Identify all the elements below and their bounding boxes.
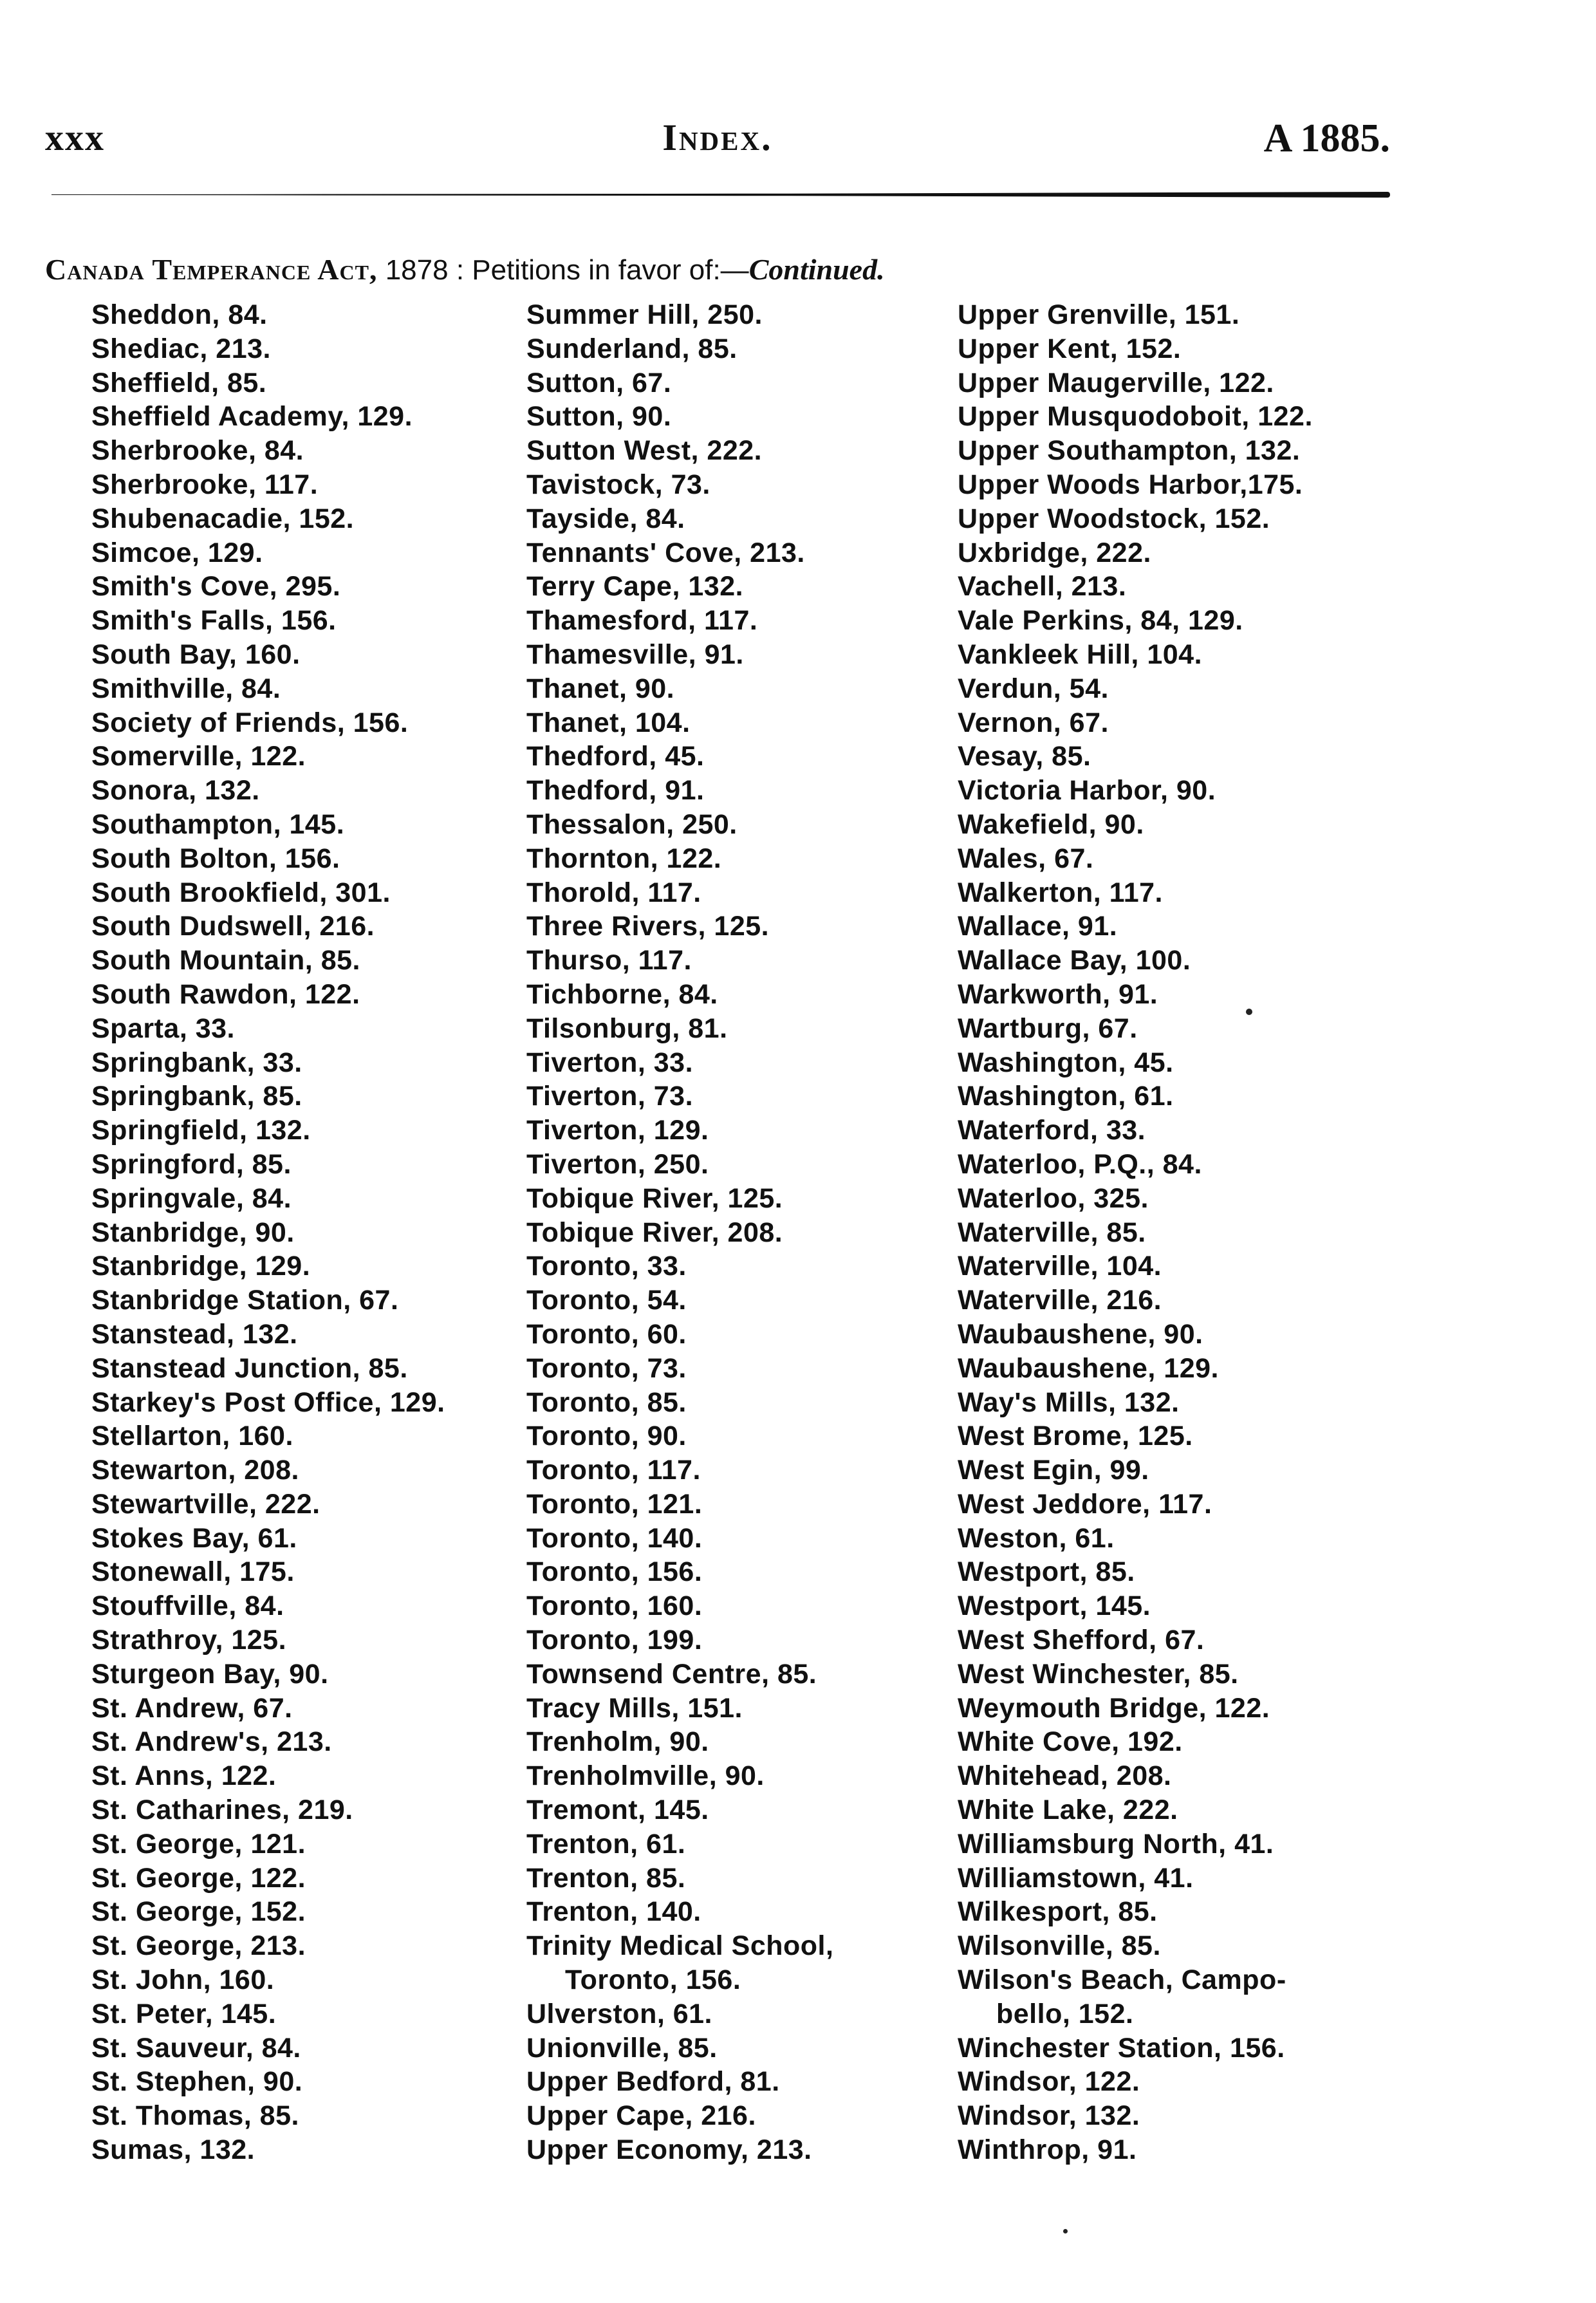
index-entry: Waterford, 33. bbox=[958, 1115, 1146, 1146]
index-entry: Terry Cape, 132. bbox=[526, 571, 744, 602]
index-entry: Toronto, 33. bbox=[526, 1251, 687, 1282]
index-entry: Tiverton, 129. bbox=[526, 1115, 709, 1146]
index-entry: Toronto, 156. bbox=[565, 1964, 741, 1996]
index-entry: Vernon, 67. bbox=[958, 707, 1109, 738]
index-entry: Summer Hill, 250. bbox=[526, 299, 763, 330]
index-entry: Toronto, 121. bbox=[526, 1488, 703, 1520]
index-entry: South Brookfield, 301. bbox=[91, 877, 391, 908]
index-entry: Victoria Harbor, 90. bbox=[958, 775, 1216, 807]
index-entry: Waubaushene, 90. bbox=[958, 1318, 1203, 1350]
index-entry: Stanstead Junction, 85. bbox=[91, 1352, 408, 1384]
index-entry: Springfield, 132. bbox=[91, 1115, 311, 1146]
index-entry: Upper Woods Harbor,175. bbox=[958, 469, 1303, 500]
index-entry: Walkerton, 117. bbox=[958, 877, 1163, 908]
index-entry: Williamstown, 41. bbox=[958, 1862, 1194, 1894]
index-entry: Tiverton, 33. bbox=[526, 1047, 694, 1078]
index-entry: Tiverton, 250. bbox=[526, 1148, 709, 1180]
index-entry: Waterloo, 325. bbox=[958, 1182, 1149, 1214]
index-entry: Tremont, 145. bbox=[526, 1795, 709, 1826]
index-entry: Society of Friends, 156. bbox=[91, 707, 409, 738]
index-entry: Sutton, 90. bbox=[526, 401, 672, 433]
index-entry: Upper Grenville, 151. bbox=[958, 299, 1240, 330]
index-entry: Stokes Bay, 61. bbox=[91, 1522, 297, 1554]
index-entry: Sparta, 33. bbox=[91, 1012, 235, 1044]
index-entry: West Winchester, 85. bbox=[958, 1658, 1239, 1690]
index-entry: Stanbridge, 90. bbox=[91, 1217, 295, 1248]
year-label: A 1885. bbox=[1263, 117, 1390, 160]
index-entry: West Shefford, 67. bbox=[958, 1625, 1205, 1656]
index-entry: Stanbridge, 129. bbox=[91, 1251, 311, 1282]
index-entry: Stouffville, 84. bbox=[91, 1590, 284, 1622]
index-entry: Tilsonburg, 81. bbox=[526, 1012, 728, 1044]
index-entry: Thornton, 122. bbox=[526, 843, 722, 874]
index-entry: Toronto, 117. bbox=[526, 1455, 701, 1486]
index-entry: Upper Bedford, 81. bbox=[526, 2066, 780, 2098]
index-entry: Vachell, 213. bbox=[958, 571, 1127, 602]
index-entry: West Brome, 125. bbox=[958, 1421, 1193, 1452]
index-entry: St. Sauveur, 84. bbox=[91, 2032, 301, 2064]
index-entry: Toronto, 54. bbox=[526, 1285, 687, 1316]
section-heading bbox=[45, 252, 885, 286]
header-rule bbox=[51, 192, 1390, 198]
index-entry: Toronto, 140. bbox=[526, 1522, 703, 1554]
index-entry: Sheffield, 85. bbox=[91, 367, 267, 398]
index-entry: Wartburg, 67. bbox=[958, 1012, 1138, 1044]
index-entry: Weymouth Bridge, 122. bbox=[958, 1692, 1270, 1724]
index-entry: Unionville, 85. bbox=[526, 2032, 718, 2064]
index-entry: Thedford, 45. bbox=[526, 741, 705, 772]
index-entry: St. Stephen, 90. bbox=[91, 2066, 303, 2098]
index-entry: Upper Economy, 213. bbox=[526, 2134, 812, 2166]
index-entry: Springbank, 85. bbox=[91, 1081, 302, 1112]
index-entry: Upper Kent, 152. bbox=[958, 333, 1182, 364]
index-entry: Way's Mills, 132. bbox=[958, 1386, 1180, 1418]
index-entry: Upper Cape, 216. bbox=[526, 2100, 756, 2132]
section-label: 1878 : Petitions in favor of:— bbox=[377, 254, 749, 286]
index-entry: Tavistock, 73. bbox=[526, 469, 710, 500]
index-entry: Upper Maugerville, 122. bbox=[958, 367, 1274, 398]
index-entry: St. George, 152. bbox=[91, 1896, 306, 1928]
index-entry: Springvale, 84. bbox=[91, 1182, 292, 1214]
index-entry: Waterville, 216. bbox=[958, 1285, 1162, 1316]
index-entry: South Rawdon, 122. bbox=[91, 978, 360, 1010]
index-entry: Wales, 67. bbox=[958, 843, 1094, 874]
index-entry: St. Catharines, 219. bbox=[91, 1795, 353, 1826]
section-continued: Continued. bbox=[748, 253, 885, 286]
index-entry: Shubenacadie, 152. bbox=[91, 503, 355, 534]
index-entry: Thurso, 117. bbox=[526, 945, 692, 976]
index-entry: Sonora, 132. bbox=[91, 775, 260, 807]
index-entry: Shediac, 213. bbox=[91, 333, 271, 364]
index-entry: Westport, 145. bbox=[958, 1590, 1151, 1622]
index-entry: Toronto, 90. bbox=[526, 1421, 687, 1452]
index-entry: Simcoe, 129. bbox=[91, 537, 263, 568]
index-entry: Stonewall, 175. bbox=[91, 1556, 295, 1588]
index-entry: Tobique River, 208. bbox=[526, 1217, 783, 1248]
index-entry: Wakefield, 90. bbox=[958, 808, 1144, 840]
index-entry: St. John, 160. bbox=[91, 1964, 275, 1996]
index-entry: South Bolton, 156. bbox=[91, 843, 340, 874]
index-entry: Sherbrooke, 84. bbox=[91, 435, 304, 467]
index-entry: Three Rivers, 125. bbox=[526, 911, 770, 942]
index-entry: Stewartville, 222. bbox=[91, 1488, 320, 1520]
index-entry: Southampton, 145. bbox=[91, 808, 345, 840]
index-entry: Whitehead, 208. bbox=[958, 1760, 1172, 1792]
index-entry: Stellarton, 160. bbox=[91, 1421, 293, 1452]
index-entry: Thessalon, 250. bbox=[526, 808, 738, 840]
index-entry: Smithville, 84. bbox=[91, 673, 281, 704]
index-entry: Thanet, 104. bbox=[526, 707, 691, 738]
section-act-name: Canada Temperance Act, bbox=[45, 253, 378, 286]
index-entry: Winchester Station, 156. bbox=[958, 2032, 1285, 2064]
index-entry: Vankleek Hill, 104. bbox=[958, 639, 1203, 670]
index-entry: Toronto, 85. bbox=[526, 1386, 687, 1418]
index-entry: St. Anns, 122. bbox=[91, 1760, 277, 1792]
index-entry: Washington, 61. bbox=[958, 1081, 1174, 1112]
index-entry: Wallace, 91. bbox=[958, 911, 1118, 942]
index-entry: Upper Woodstock, 152. bbox=[958, 503, 1270, 534]
index-entry: West Jeddore, 117. bbox=[958, 1488, 1212, 1520]
index-entry: Upper Southampton, 132. bbox=[958, 435, 1301, 467]
index-entry: Wilson's Beach, Campo- bbox=[958, 1964, 1286, 1996]
index-entry: Windsor, 122. bbox=[958, 2066, 1140, 2098]
index-entry: South Mountain, 85. bbox=[91, 945, 360, 976]
index-entry: Toronto, 60. bbox=[526, 1318, 687, 1350]
index-entry: Vale Perkins, 84, 129. bbox=[958, 605, 1243, 637]
index-entry: Toronto, 160. bbox=[526, 1590, 703, 1622]
index-entry: Waterville, 104. bbox=[958, 1251, 1162, 1282]
index-entry: Williamsburg North, 41. bbox=[958, 1828, 1274, 1860]
index-entry: St. George, 213. bbox=[91, 1930, 306, 1962]
index-entry: Trenholmville, 90. bbox=[526, 1760, 765, 1792]
index-entry: St. Andrew, 67. bbox=[91, 1692, 293, 1724]
index-entry: Verdun, 54. bbox=[958, 673, 1109, 704]
page-title: Index. bbox=[662, 117, 773, 158]
index-entry: St. George, 121. bbox=[91, 1828, 306, 1860]
index-entry: South Bay, 160. bbox=[91, 639, 301, 670]
index-entry: Springbank, 33. bbox=[91, 1047, 302, 1078]
index-entry: Smith's Falls, 156. bbox=[91, 605, 337, 637]
index-entry: Upper Musquodoboit, 122. bbox=[958, 401, 1313, 433]
index-entry: Trenholm, 90. bbox=[526, 1726, 709, 1758]
index-entry: White Lake, 222. bbox=[958, 1795, 1178, 1826]
index-entry: Thorold, 117. bbox=[526, 877, 701, 908]
index-entry: Tiverton, 73. bbox=[526, 1081, 694, 1112]
index-entry: Waterville, 85. bbox=[958, 1217, 1146, 1248]
index-entry: Wilsonville, 85. bbox=[958, 1930, 1161, 1962]
index-entry: Sumas, 132. bbox=[91, 2134, 255, 2166]
index-entry: St. Peter, 145. bbox=[91, 1998, 277, 2029]
index-entry: Springford, 85. bbox=[91, 1148, 292, 1180]
index-entry: Somerville, 122. bbox=[91, 741, 306, 772]
index-entry: Starkey's Post Office, 129. bbox=[91, 1386, 445, 1418]
index-entry: Wilkesport, 85. bbox=[958, 1896, 1158, 1928]
index-entry: Stanstead, 132. bbox=[91, 1318, 298, 1350]
index-entry: Vesay, 85. bbox=[958, 741, 1091, 772]
index-entry: Warkworth, 91. bbox=[958, 978, 1158, 1010]
index-entry: Windsor, 132. bbox=[958, 2100, 1140, 2132]
index-column-3 bbox=[958, 298, 1369, 2167]
index-entry: Wallace Bay, 100. bbox=[958, 945, 1191, 976]
index-entry: Sunderland, 85. bbox=[526, 333, 738, 364]
index-entry: St. Andrew's, 213. bbox=[91, 1726, 332, 1758]
index-column-1 bbox=[91, 298, 529, 2167]
index-entry: Uxbridge, 222. bbox=[958, 537, 1151, 568]
index-entry: Sherbrooke, 117. bbox=[91, 469, 319, 500]
index-entry: Toronto, 199. bbox=[526, 1625, 703, 1656]
index-entry: Sheddon, 84. bbox=[91, 299, 268, 330]
index-entry: Sheffield Academy, 129. bbox=[91, 401, 413, 433]
index-entry: Thedford, 91. bbox=[526, 775, 705, 807]
index-entry: Stewarton, 208. bbox=[91, 1455, 299, 1486]
index-entry: Townsend Centre, 85. bbox=[526, 1658, 817, 1690]
index-entry: Thamesville, 91. bbox=[526, 639, 744, 670]
index-entry: Tracy Mills, 151. bbox=[526, 1692, 743, 1724]
index-entry: Trenton, 140. bbox=[526, 1896, 701, 1928]
stray-mark bbox=[1063, 2229, 1068, 2233]
index-entry: White Cove, 192. bbox=[958, 1726, 1183, 1758]
index-entry: West Egin, 99. bbox=[958, 1455, 1149, 1486]
index-entry: Sutton, 67. bbox=[526, 367, 672, 398]
running-head bbox=[45, 116, 1390, 174]
index-entry: Winthrop, 91. bbox=[958, 2134, 1137, 2166]
index-entry: Waterloo, P.Q., 84. bbox=[958, 1148, 1202, 1180]
index-entry: Trenton, 85. bbox=[526, 1862, 686, 1894]
index-entry: Westport, 85. bbox=[958, 1556, 1135, 1588]
index-entry: St. Thomas, 85. bbox=[91, 2100, 299, 2132]
index-entry: Weston, 61. bbox=[958, 1522, 1115, 1554]
index-entry: Thanet, 90. bbox=[526, 673, 675, 704]
index-entry: Toronto, 73. bbox=[526, 1352, 687, 1384]
index-entry: Tobique River, 125. bbox=[526, 1182, 783, 1214]
index-entry: Sutton West, 222. bbox=[526, 435, 763, 467]
index-entry: Stanbridge Station, 67. bbox=[91, 1285, 399, 1316]
index-entry: Washington, 45. bbox=[958, 1047, 1174, 1078]
page-number: xxx bbox=[45, 117, 105, 158]
index-entry: Thamesford, 117. bbox=[526, 605, 758, 637]
index-entry: Toronto, 156. bbox=[526, 1556, 703, 1588]
index-entry: Tichborne, 84. bbox=[526, 978, 718, 1010]
index-entry: South Dudswell, 216. bbox=[91, 911, 375, 942]
index-entry: Ulverston, 61. bbox=[526, 1998, 712, 2029]
index-entry: Sturgeon Bay, 90. bbox=[91, 1658, 329, 1690]
index-entry: bello, 152. bbox=[996, 1998, 1134, 2029]
index-entry: Trenton, 61. bbox=[526, 1828, 686, 1860]
index-entry: Waubaushene, 129. bbox=[958, 1352, 1219, 1384]
stray-mark bbox=[1246, 1009, 1252, 1015]
index-entry: Strathroy, 125. bbox=[91, 1625, 287, 1656]
index-entry: Trinity Medical School, bbox=[526, 1930, 834, 1962]
index-entry: St. George, 122. bbox=[91, 1862, 306, 1894]
index-entry: Smith's Cove, 295. bbox=[91, 571, 341, 602]
index-column-2 bbox=[526, 298, 964, 2167]
index-entry: Tayside, 84. bbox=[526, 503, 685, 534]
index-entry: Tennants' Cove, 213. bbox=[526, 537, 805, 568]
